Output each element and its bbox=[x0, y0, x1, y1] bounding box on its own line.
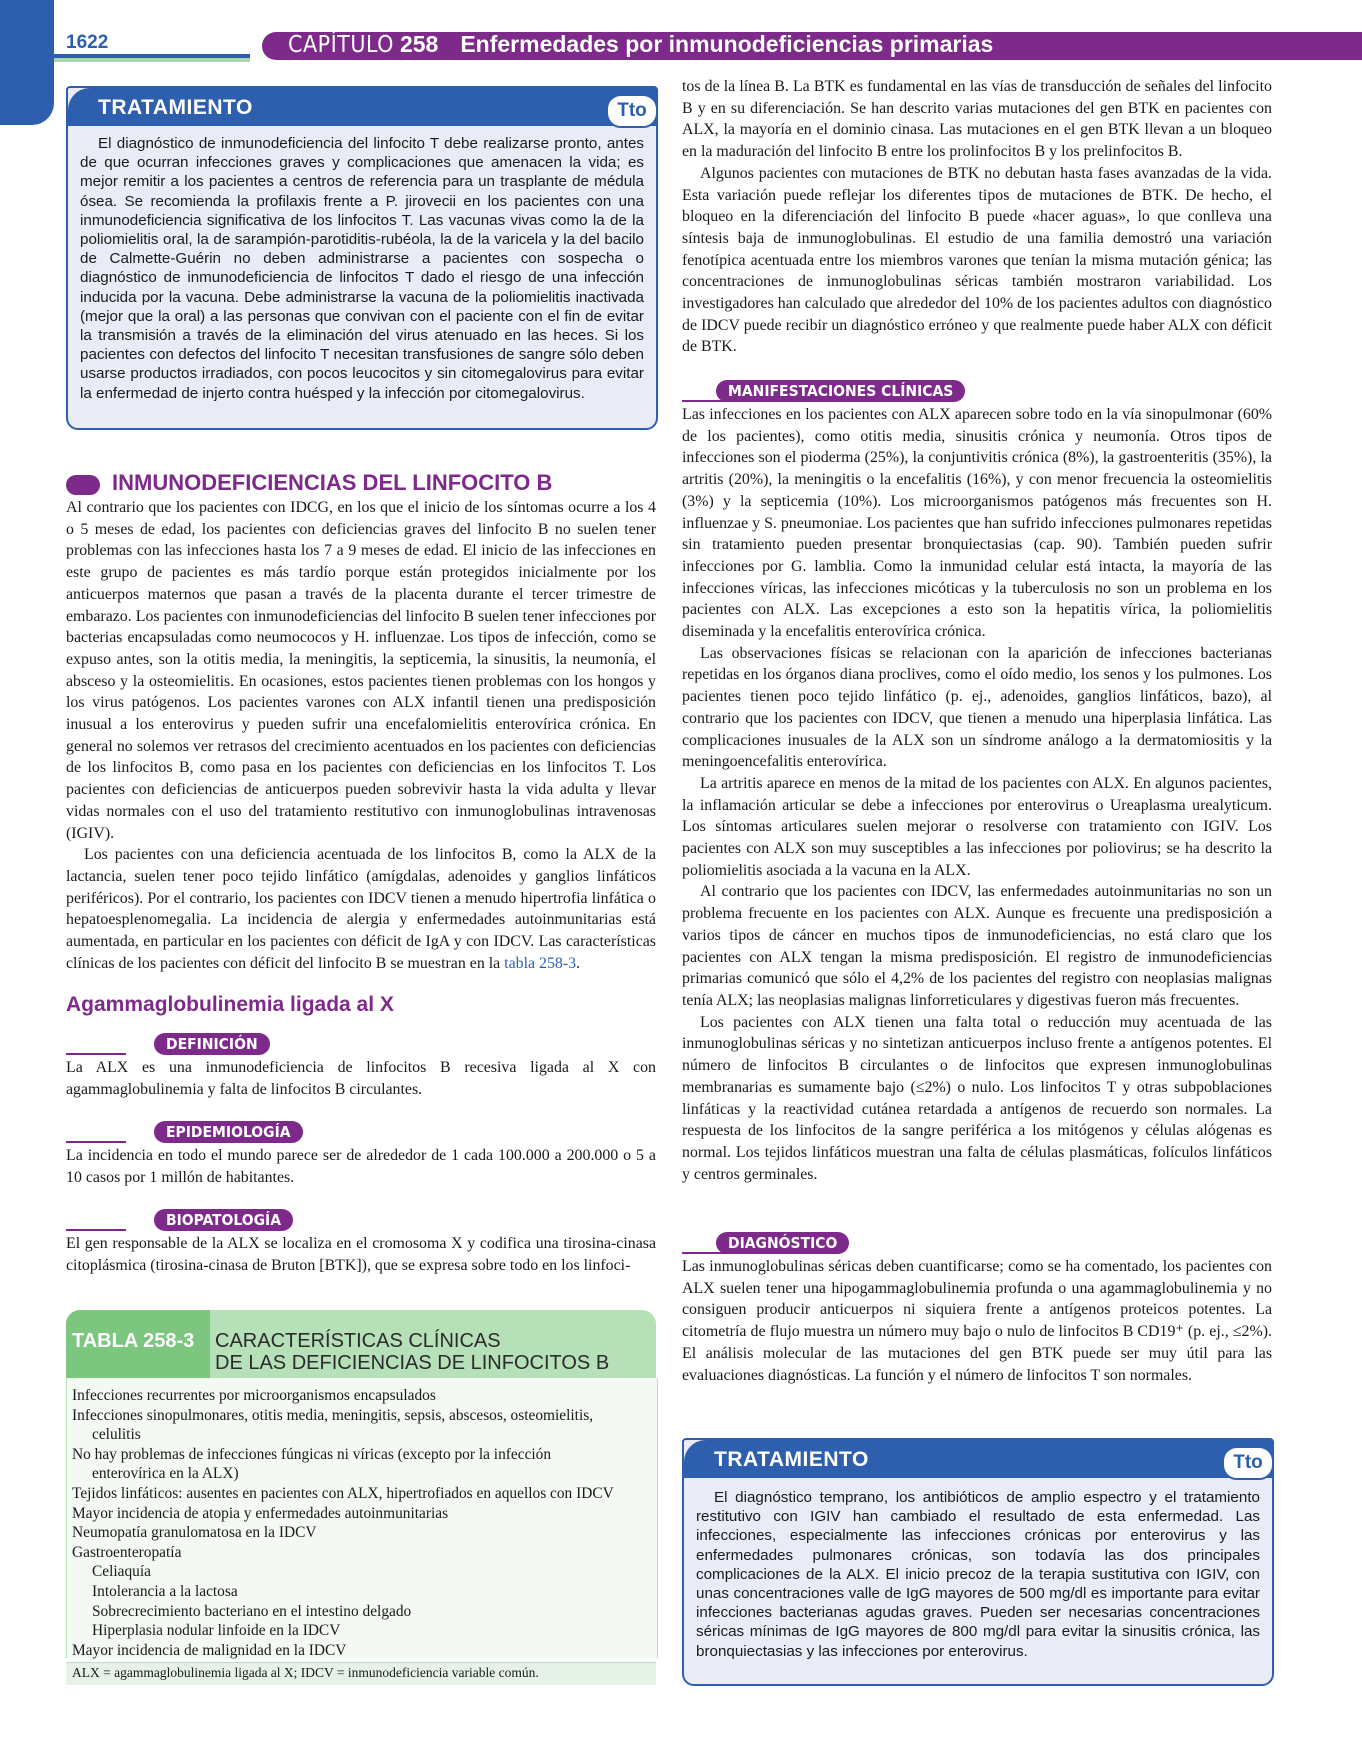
chapter-label: CAPÍTULO bbox=[288, 32, 394, 58]
table-row: Infecciones recurrentes por microorganismos encapsulados bbox=[72, 1387, 436, 1404]
biopatologia-paragraph: El gen responsable de la ALX se localiza en el cromosoma X y codifica una tirosina-cinasa citoplásmica (tirosina-cinasa de Bruton [BTK]), que se expresa sobre todo en los linfoci- bbox=[66, 1235, 656, 1274]
treatment-box-title: TRATAMIENTO bbox=[98, 96, 253, 119]
paragraph-btk: tos de la línea B. La BTK es fundamental en las vías de transducción de señales del linfocito B y en su diferenciación. Se han descrito varias mutaciones del gen BTK en pacientes con ALX, la mayoría en el dominio cinasa. Las mutaciones en el gen BTK llevan a un bloqueo en la maduración del linfocito B entre los prolinfocitos B y los prelinfocitos B. bbox=[682, 78, 1272, 161]
definicion-text bbox=[66, 1057, 656, 1100]
table-label: TABLA 258-3 bbox=[72, 1330, 195, 1352]
treatment-box-text bbox=[80, 134, 644, 403]
subsection-title: Agammaglobulinemia ligada al X bbox=[66, 993, 394, 1016]
treatment-box-alx bbox=[682, 1438, 1274, 1686]
table-title-line-2: DE LAS DEFICIENCIAS DE LINFOCITOS B bbox=[215, 1352, 610, 1374]
definicion-paragraph: La ALX es una inmunodeficiencia de linfocitos B recesiva ligada al X con agammaglobulinemia y falta de linfocitos B circulantes. bbox=[66, 1059, 656, 1098]
table-row: enterovírica en la ALX) bbox=[92, 1465, 239, 1483]
treatment-box-text bbox=[696, 1488, 1260, 1661]
table-row: Tejidos linfáticos: ausentes en pacientes con ALX, hipertrofiados en aquellos con IDCV bbox=[72, 1484, 614, 1502]
table-row: Neumopatía granulomatosa en la IDCV bbox=[72, 1524, 317, 1542]
chapter-header bbox=[288, 31, 993, 58]
heading-label: BIOPATOLOGÍA bbox=[154, 1209, 293, 1231]
treatment-box-title: TRATAMIENTO bbox=[714, 1448, 869, 1471]
treatment-tag-badge: Tto bbox=[606, 94, 658, 128]
paragraph-b-cell-intro: Al contrario que los pacientes con IDCG, en los que el inicio de los síntomas ocurre a los 4 o 5 meses de edad, los pacientes con deficiencias graves del linfocito B no suelen tener problemas con las infecciones hasta los 7 a 9 meses de edad. El inicio de las infecciones en este grupo de pacientes es más tardío porque están protegidos inicialmente por los anticuerpos maternos que pasan a través de la placenta durante el tercer trimestre de embarazo. Los pacientes con inmunodeficiencias del linfocito B suelen tener infecciones por bacterias encapsuladas como neumococos y H. influenzae. Los tipos de infección, como se expuso antes, son la otitis media, la meningitis, la septicemia, la sinusitis, la neumonía, el absceso y la osteomielitis. En ocasiones, estos pacientes tienen problemas con los hongos y los virus patógenos. Los pacientes varones con ALX infantil tienen una predisposición inusual a los enterovirus y pueden sufrir una encefalomielitis enterovírica crónica. En general no solemos ver retrasos del crecimiento acentuados en los pacientes con deficiencias de los linfocitos B, como pasa en los pacientes con deficiencias en los linfocitos T. Los pacientes con deficiencias de anticuerpos pueden sobrevivir hasta la vida adulta y llevar vidas normales con el uso del tratamiento restitutivo con inmunoglobulinas intravenosas (IGIV). bbox=[66, 499, 656, 842]
table-row: Mayor incidencia de malignidad en la IDCV bbox=[72, 1641, 347, 1659]
heading-rule bbox=[66, 1141, 126, 1143]
heading-label: DIAGNÓSTICO bbox=[716, 1232, 849, 1254]
heading-manifestaciones bbox=[682, 380, 982, 402]
section-title: INMUNODEFICIENCIAS DEL LINFOCITO B bbox=[112, 470, 553, 495]
page-number: 1622 bbox=[66, 32, 109, 53]
table-footnote: ALX = agammaglobulinemia ligada al X; IDCV = inmunodeficiencia variable común. bbox=[72, 1665, 539, 1680]
paragraph-btk-variants: Algunos pacientes con mutaciones de BTK no debutan hasta fases avanzadas de la vida. Esta variación puede reflejar los diferentes tipos de mutaciones de BTK. De hecho, el bloqueo en la diferenciación del linfocito B puede «hacer aguas», lo que conlleva una síntesis baja de inmunoglobulinas. El estudio de una familia demostró una variación fenotípica acentuada entre los miembros varones que tenían la misma mutación génica; las concentraciones de inmunoglobulinas séricas también mostraron variabilidad. Los investigadores han calculado que alrededor del 10% de los pacientes adultos con diagnóstico de IDCV puede recibir un diagnóstico erróneo y que realmente puede haber ALX con déficit de BTK. bbox=[682, 164, 1272, 356]
heading-rule bbox=[66, 1053, 126, 1055]
section-marker bbox=[66, 475, 100, 495]
paragraph-b-cell-features: Los pacientes con una deficiencia acentuada de los linfocitos B, como la ALX de la lactancia, suelen tener poco tejido linfático (amígdalas, adenoides y ganglios linfáticos periféricos). Por el contrario, los pacientes con IDCV tienen a menudo hipertrofia linfática o hepatoesplenomegalia. La incidencia de alergia y enfermedades autoinmunitarias está aumentada, en particular en los pacientes con déficit de IgA y con IDCV. Las características clínicas de los pacientes con déficit del linfocito B se muestran en la tabla 258-3. bbox=[66, 846, 656, 972]
diagnostico-paragraph: Las inmunoglobulinas séricas deben cuantificarse; como se ha comentado, los pacientes con ALX suelen tener una hipogammaglobulinemia profunda o una agammaglobulinemia y no consiguen producir anticuerpos ni siquiera frente a antígenos proteicos potentes. La citometría de flujo muestra un número muy bajo o nulo de linfocitos B CD19⁺ (p. ej., ≤2%). El análisis molecular de las mutaciones del gen BTK puede ser muy útil para las evaluaciones diagnósticas. La función y el número de linfocitos T son normales. bbox=[682, 1258, 1272, 1384]
manifestaciones-paragraph-2: Las observaciones físicas se relacionan con la aparición de infecciones bacterianas repetidas en los órganos diana proclives, como el oído medio, los senos y los pulmones. Los pacientes tienen poco tejido linfático (p. ej., adenoides, ganglios linfáticos, bazo), al contrario que los pacientes con IDCV, que tienen a menudo una hiperplasia linfática. Las complicaciones inusuales de la ALX son un síndrome análogo a la dermatomiositis y la meningoencefalitis enterovírica. bbox=[682, 644, 1272, 771]
chapter-title: Enfermedades por inmunodeficiencias primarias bbox=[460, 31, 994, 57]
table-row: Sobrecrecimiento bacteriano en el intestino delgado bbox=[92, 1602, 412, 1620]
table-row: Hiperplasia nodular linfoide en la IDCV bbox=[92, 1622, 341, 1640]
table-row: No hay problemas de infecciones fúngicas ni víricas (excepto por la infección bbox=[72, 1445, 552, 1463]
right-column-top bbox=[682, 76, 1272, 358]
table-row: Infecciones sinopulmonares, otitis media, meningitis, sepsis, abscesos, osteomielitis, bbox=[72, 1406, 594, 1424]
page-side-tab bbox=[0, 0, 54, 125]
manifestaciones-paragraph-4: Al contrario que los pacientes con IDCV, las enfermedades autoinmunitarias no son un problema frecuente en los pacientes con ALX. Aunque es frecuente una predisposición a varios tipos de cáncer en muchos tipos de inmunodeficiencias, no está claro que los pacientes con ALX tengan la misma predisposición. El registro de inmunodeficiencias primarias comunicó que sólo el 4,2% de los pacientes del registro con neoplasias malignas tenía ALX; las neoplasias malignas linforreticulares y digestivas fueron más frecuentes. bbox=[682, 883, 1272, 1009]
table-row: Mayor incidencia de atopia y enfermedades autoinmunitarias bbox=[72, 1504, 449, 1522]
heading-epidemiologia bbox=[66, 1121, 291, 1143]
table-row: Gastroenteropatía bbox=[72, 1543, 182, 1561]
table-row: Celiaquía bbox=[92, 1563, 151, 1581]
epidemiologia-paragraph: La incidencia en todo el mundo parece ser de alrededor de 1 cada 100.000 a 200.000 o 5 a 10 casos por 1 millón de habitantes. bbox=[66, 1147, 656, 1186]
heading-label: MANIFESTACIONES CLÍNICAS bbox=[716, 380, 965, 402]
heading-label: EPIDEMIOLOGÍA bbox=[154, 1121, 303, 1143]
table-title-line-1: CARACTERÍSTICAS CLÍNICAS bbox=[215, 1330, 501, 1352]
table-row: Intolerancia a la lactosa bbox=[92, 1582, 238, 1600]
table-title bbox=[215, 1330, 609, 1374]
treatment-box-t-cell bbox=[66, 86, 658, 430]
treatment-paragraph: El diagnóstico temprano, los antibióticos de amplio espectro y el tratamiento restitutivo con IGIV han cambiado el resultado de esta enfermedad. Las infecciones, especialmente las infecciones crónicas por enterovirus y las enfermedades pulmonares crónicas, son todavía las dos principales complicaciones de la ALX. El inicio precoz de la terapia sustitutiva con IGIV, con unas concentraciones valle de IgG mayores de 500 mg/dl es importante para evitar infecciones bacterianas agudas graves. Pueden ser necesarias concentraciones séricas mínimas de IgG mayores de 800 mg/dl para evitar la sinusitis crónica, las bronquiectasias y las infecciones por enterovirus. bbox=[696, 1489, 1260, 1660]
chapter-number: 258 bbox=[399, 31, 439, 57]
manifestaciones-paragraph-5: Los pacientes con ALX tienen una falta total o reducción muy acentuada de las inmunoglobulinas séricas y no sintetizan anticuerpos incluso frente a antígenos potentes. El número de linfocitos B circulantes o de linfocitos que expresen inmunoglobulinas membranarias es sumamente bajo (≤2%) o nulo. Los linfocitos T y otras subpoblaciones linfáticas y la reactividad cutánea retardada a antígenos de recuerdo son normales. La respuesta de los linfocitos de la sangre periférica a los mitógenos y células alógenas es normal. Los tejidos linfáticos muestran una falta de células plasmáticas, folículos linfáticos y centros germinales. bbox=[682, 1013, 1272, 1183]
manifestaciones-paragraph-3: La artritis aparece en menos de la mitad de los pacientes con ALX. En algunos pacientes, la inflamación articular se debe a infecciones por enterovirus o Ureaplasma urealyticum. Los síntomas articulares suelen mejorar o resolverse con tratamiento con IGIV. Los pacientes con ALX son muy susceptibles a las infecciones por poliovirus; se ha descrito la poliomielitis asociada a la vacuna en la ALX. bbox=[682, 774, 1272, 879]
diagnostico-text bbox=[682, 1256, 1272, 1386]
heading-definicion bbox=[66, 1033, 258, 1055]
treatment-tag-badge: Tto bbox=[1222, 1446, 1274, 1480]
heading-diagnostico bbox=[682, 1232, 882, 1254]
epidemiologia-text bbox=[66, 1145, 656, 1188]
manifestaciones-text bbox=[682, 404, 1272, 1185]
heading-rule bbox=[66, 1229, 126, 1231]
left-column-intro bbox=[66, 497, 656, 974]
table-rows bbox=[72, 1386, 652, 1660]
manifestaciones-paragraph-1: Las infecciones en los pacientes con ALX aparecen sobre todo en la vía sinopulmonar (60% de los pacientes), como otitis media, sinusitis crónica y neumonía. Otros tipos de infecciones son el pioderma (25%), la conjuntivitis crónica (8%), la gastroenteritis (35%), la artritis (20%), la meningitis o la encefalitis (16%), y con menor frecuencia la osteomielitis (3%) y la septicemia (10%). Los microorganismos patógenos más frecuentes son H. influenzae y S. pneumoniae. Los pacientes que han sufrido infecciones pulmonares repetidas sin tratamiento pueden presentar bronquiectasias (cap. 90). También pueden sufrir infecciones por G. lamblia. Como la inmunidad celular está intacta, la mayoría de las infecciones víricas, las infecciones micóticas y la tuberculosis no son un problema en los pacientes con ALX. Las excepciones a esto son la hepatitis vírica, la poliomielitis diseminada y la encefalitis enterovírica crónica. bbox=[682, 406, 1272, 641]
header-rule-green bbox=[54, 58, 250, 62]
treatment-paragraph: El diagnóstico de inmunodeficiencia del linfocito T debe realizarse pronto, antes de que ocurran infecciones graves y complicaciones que amenacen la vida; es mejor remitir a los pacientes a centros de referencia para un trasplante de médula ósea. Se recomienda la profilaxis frente a P. jirovecii en los pacientes con una inmunodeficiencia significativa de los linfocitos T. Las vacunas vivas como la de la poliomielitis oral, la de sarampión-parotiditis-rubéola, la de la varicela y la del bacilo de Calmette-Guérin no deben administrarse a pacientes con sospecha o diagnóstico de inmunodeficiencia de linfocitos T dado el riesgo de una infección inducida por la vacuna. Debe administrarse la vacuna de la poliomielitis inactivada (mejor que la oral) a las personas que convivan con el paciente con el fin de evitar la transmisión a través de la eliminación del virus atenuado en las heces. Si los pacientes con defectos del linfocito T necesitan transfusiones de sangre sólo deben usarse productos irradiados, con pocos leucocitos y sin citomegalovirus para evitar la enfermedad de injerto contra huésped y la infección por citomegalovirus. bbox=[80, 135, 644, 402]
table-reference-link[interactable]: tabla 258-3 bbox=[504, 954, 577, 972]
heading-biopatologia bbox=[66, 1209, 282, 1231]
biopatologia-text bbox=[66, 1233, 656, 1276]
table-row: celulitis bbox=[92, 1426, 141, 1444]
heading-label: DEFINICIÓN bbox=[154, 1033, 270, 1055]
